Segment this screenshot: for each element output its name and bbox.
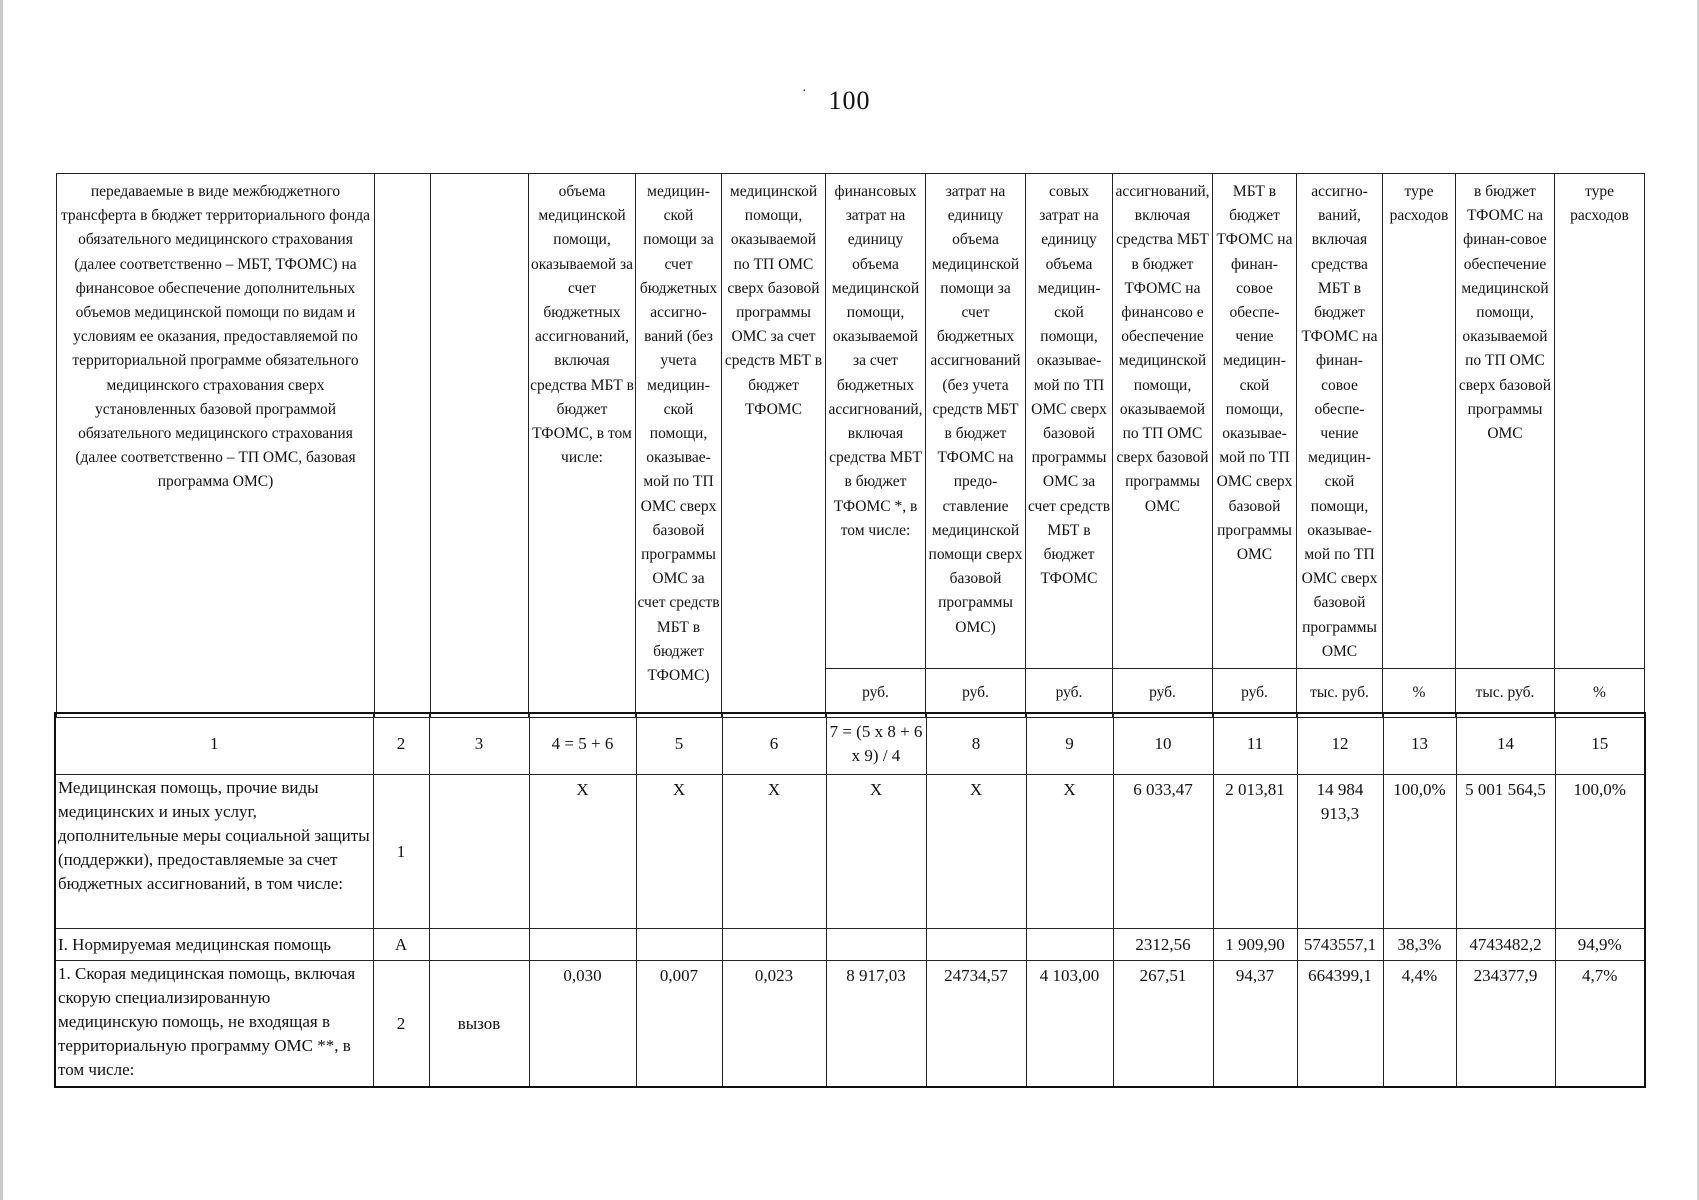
header-col5: медицин-ской помощи за счет бюджетных ассигно-ваний (без учета медицин-ской помощи, оказывае-мой по ТП ОМС сверх базовой программы ОМС за счет средств МБТ в бюджет ТФОМС) (636, 174, 722, 718)
header-col12: ассигно-ваний, включая средства МБТ в бюджет ТФОМС на финан-совое обеспе-чение медицин-ской помощи, оказывае-мой по ТП ОМС сверх базовой программы ОМС (1297, 174, 1383, 669)
unit-col10: руб. (1113, 669, 1213, 718)
cell-col5: X (636, 775, 722, 929)
column-number: 11 (1213, 713, 1297, 775)
cell-col15: 4,7% (1555, 961, 1645, 1088)
cell-col14: 5 001 564,5 (1456, 775, 1555, 929)
header-col4: объема медицинской помощи, оказываемой за счет бюджетных ассигнований, включая средства МБТ в бюджет ТФОМС, в том числе: (529, 174, 636, 718)
cell-col5: 0,007 (636, 961, 722, 1088)
row-code: 1 (373, 775, 429, 929)
row-unit (429, 775, 529, 929)
column-number: 14 (1456, 713, 1555, 775)
unit-col14: тыс. руб. (1456, 669, 1555, 718)
header-table (56, 173, 1645, 718)
column-number: 3 (429, 713, 529, 775)
column-number-row (55, 713, 1645, 775)
table-row (55, 775, 1645, 929)
table-row (55, 961, 1645, 1088)
header-col2 (375, 174, 431, 718)
cell-col4: 0,030 (529, 961, 636, 1088)
row-unit (429, 929, 529, 961)
cell-col12: 5743557,1 (1297, 929, 1383, 961)
column-number: 15 (1555, 713, 1645, 775)
header-col14: в бюджет ТФОМС на финан-совое обеспечение медицинской помощи, оказываемой по ТП ОМС сверх базовой программы ОМС (1456, 174, 1555, 669)
cell-col7 (826, 929, 926, 961)
column-number: 8 (926, 713, 1026, 775)
cell-col13: 100,0% (1383, 775, 1456, 929)
scan-speck: · (802, 84, 808, 99)
cell-col6 (722, 929, 826, 961)
cell-col14: 234377,9 (1456, 961, 1555, 1088)
row-name: 1. Скорая медицинская помощь, включая скорую специализированную медицинскую помощь, не входящая в территориальную программу ОМС **, в том числе: (55, 961, 373, 1088)
cell-col5 (636, 929, 722, 961)
cell-col9: X (1026, 775, 1113, 929)
cell-col13: 4,4% (1383, 961, 1456, 1088)
cell-col10: 2312,56 (1113, 929, 1213, 961)
cell-col8: X (926, 775, 1026, 929)
column-number: 10 (1113, 713, 1213, 775)
page-number (0, 86, 1699, 116)
cell-col7: 8 917,03 (826, 961, 926, 1088)
header-col3 (431, 174, 529, 718)
cell-col4: X (529, 775, 636, 929)
cell-col11: 2 013,81 (1213, 775, 1297, 929)
data-table (54, 712, 1646, 1088)
table-row (55, 929, 1645, 961)
unit-col9: руб. (1026, 669, 1113, 718)
header-col15: туре расходов (1555, 174, 1645, 669)
cell-col6: 0,023 (722, 961, 826, 1088)
row-name: Медицинская помощь, прочие виды медицинских и иных услуг, дополнительные меры социальной защиты (поддержки), предоставляемые за счет бюджетных ассигнований, в том числе: (55, 775, 373, 929)
header-col9: совых затрат на единицу объема медицин-ской помощи, оказывае-мой по ТП ОМС сверх базовой программы ОМС за счет средств МБТ в бюджет ТФОМС (1026, 174, 1113, 669)
cell-col9: 4 103,00 (1026, 961, 1113, 1088)
cell-col13: 38,3% (1383, 929, 1456, 961)
cell-col8: 24734,57 (926, 961, 1026, 1088)
column-number: 12 (1297, 713, 1383, 775)
column-number: 1 (55, 713, 373, 775)
unit-col7: руб. (826, 669, 926, 718)
cell-col15: 100,0% (1555, 775, 1645, 929)
row-code: 2 (373, 961, 429, 1088)
cell-col7: X (826, 775, 926, 929)
cell-col11: 1 909,90 (1213, 929, 1297, 961)
header-col6: медицинской помощи, оказываемой по ТП ОМС сверх базовой программы ОМС за счет средств МБТ в бюджет ТФОМС (722, 174, 826, 718)
page-number-text: 100 (828, 86, 871, 115)
scan-edge-left (0, 0, 3, 1200)
row-name: I. Нормируемая медицинская помощь (55, 929, 373, 961)
cell-col4 (529, 929, 636, 961)
unit-col15: % (1555, 669, 1645, 718)
cell-col15: 94,9% (1555, 929, 1645, 961)
cell-col6: X (722, 775, 826, 929)
column-number: 4 = 5 + 6 (529, 713, 636, 775)
header-description: передаваемые в виде межбюджетного трансферта в бюджет территориального фонда обязательного медицинского страхования (далее соответственно – МБТ, ТФОМС) на финансовое обеспечение дополнительных объемов медицинской помощи по видам и условиям ее оказания, предоставляемой по территориальной программе обязательного медицинского страхования сверх установленных базовой программой обязательного медицинского страхования (далее соответственно – ТП ОМС, базовая программа ОМС) (57, 174, 375, 718)
cell-col10: 267,51 (1113, 961, 1213, 1088)
cell-col8 (926, 929, 1026, 961)
cell-col12: 664399,1 (1297, 961, 1383, 1088)
row-code: А (373, 929, 429, 961)
header-col7: финансовых затрат на единицу объема медицинской помощи, оказываемой за счет бюджетных ассигнований, включая средства МБТ в бюджет ТФОМС *, в том числе: (826, 174, 926, 669)
cell-col12: 14 984 913,3 (1297, 775, 1383, 929)
column-number: 13 (1383, 713, 1456, 775)
header-col11: МБТ в бюджет ТФОМС на финан-совое обеспе-чение медицин-ской помощи, оказывае-мой по ТП ОМС сверх базовой программы ОМС (1213, 174, 1297, 669)
unit-col13: % (1383, 669, 1456, 718)
column-number: 5 (636, 713, 722, 775)
unit-col12: тыс. руб. (1297, 669, 1383, 718)
column-number: 2 (373, 713, 429, 775)
unit-col8: руб. (926, 669, 1026, 718)
row-unit: вызов (429, 961, 529, 1088)
column-number: 7 = (5 x 8 + 6 x 9) / 4 (826, 713, 926, 775)
header-col10: ассигнований, включая средства МБТ в бюджет ТФОМС на финансово е обеспечение медицинской помощи, оказываемой по ТП ОМС сверх базовой программы ОМС (1113, 174, 1213, 669)
cell-col11: 94,37 (1213, 961, 1297, 1088)
cell-col9 (1026, 929, 1113, 961)
cell-col14: 4743482,2 (1456, 929, 1555, 961)
header-col13: туре расходов (1383, 174, 1456, 669)
cell-col10: 6 033,47 (1113, 775, 1213, 929)
unit-col11: руб. (1213, 669, 1297, 718)
header-col8: затрат на единицу объема медицинской помощи за счет бюджетных ассигнований (без учета средств МБТ в бюджет ТФОМС на предо-ставление медицинской помощи сверх базовой программы ОМС) (926, 174, 1026, 669)
column-number: 6 (722, 713, 826, 775)
column-number: 9 (1026, 713, 1113, 775)
